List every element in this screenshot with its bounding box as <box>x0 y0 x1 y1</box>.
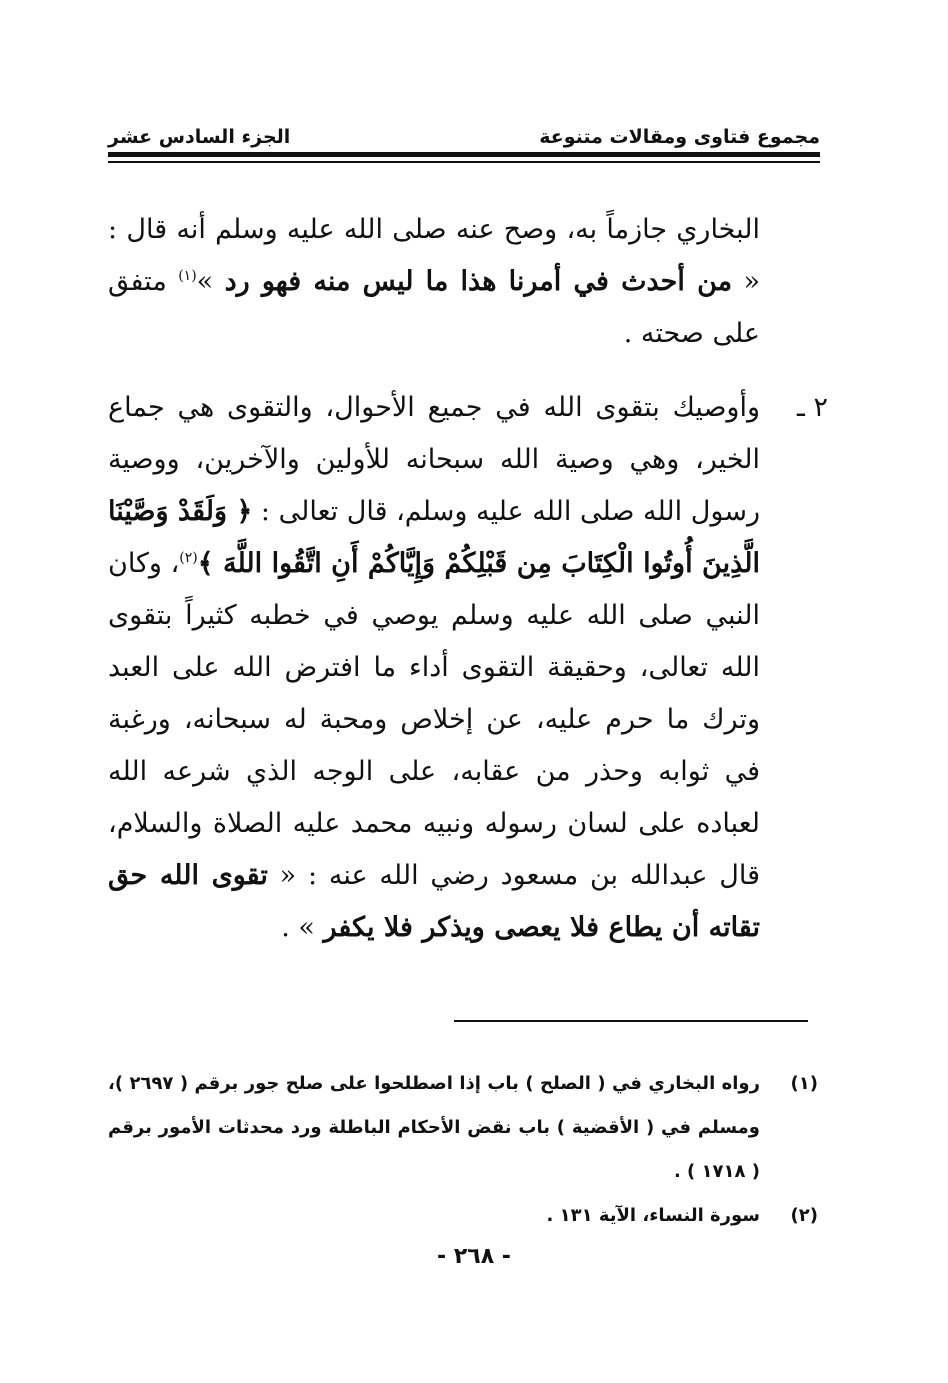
ibn-masud-quote: تقوى الله حق تقاته أن يطاع فلا يعصى ويذكر فلا يكفر <box>108 860 760 943</box>
paragraph-1 <box>108 204 760 360</box>
footnote-marker: (٢) <box>790 1205 818 1226</box>
footnote-separator <box>454 1020 808 1022</box>
footnote-ref-1: (١) <box>178 268 197 284</box>
footnote-ref-2: (٢) <box>179 550 198 566</box>
hadith-close: » <box>196 266 225 297</box>
running-header <box>108 112 820 148</box>
volume-label: الجزء السادس عشر <box>108 126 291 148</box>
footnote-text: رواه البخاري في ( الصلح ) باب إذا اصطلحوا على صلح جور برقم ( ٢٦٩٧ )، ومسلم في ( الأقضية ) باب نقض الأحكام الباطلة ورد محدثات الأمور برقم ( ١٧١٨ ) . <box>108 1073 760 1182</box>
header-rule-thin <box>108 161 820 163</box>
footnote-marker: (١) <box>790 1073 818 1094</box>
footnotes <box>108 1062 818 1238</box>
header-rule-thick <box>108 152 820 157</box>
main-text <box>108 204 828 954</box>
item-number: ٢ ـ <box>796 392 828 423</box>
quote-close: » . <box>281 912 324 943</box>
hadith-text: من أحدث في أمرنا هذا ما ليس منه فهو رد <box>224 266 733 297</box>
item-2-text-before-verse: وأوصيك بتقوى الله في جميع الأحوال، والتقوى هي جماع الخير، وهي وصية الله سبحانه للأولين والآخرين، ووصية رسول الله صلى الله عليه وسلم، قال تعالى : <box>108 392 760 527</box>
footnote-2 <box>108 1194 818 1238</box>
numbered-item-2 <box>108 382 828 954</box>
footnote-1 <box>108 1062 818 1194</box>
page-number: - ٢٦٨ - <box>437 1244 511 1269</box>
item-2-text-after-verse: ، وكان النبي صلى الله عليه وسلم يوصي في خطبه كثيراً بتقوى الله تعالى، وحقيقة التقوى أداء ما افترض الله على العبد وترك ما حرم عليه، عن إخلاص ومحبة له سبحانه، ورغبة في ثوابه وحذر من عقابه، على الوجه الذي شرعه الله لعباده على لسان رسوله ونبيه محمد عليه الصلاة والسلام، قال عبدالله بن مسعود رضي الله عنه : « <box>108 548 761 891</box>
footnote-text: سورة النساء، الآية ١٣١ . <box>546 1205 760 1226</box>
paragraph-1-intro: البخاري جازماً به، وصح عنه صلى الله عليه وسلم أنه قال : « <box>108 214 761 297</box>
quran-verse: ﴿ وَلَقَدْ وَصَّيْنَا الَّذِينَ أُوتُوا الْكِتَابَ مِن قَبْلِكُمْ وَإِيَّاكُمْ أَنِ اتَّقُوا اللَّهَ ﴾ <box>108 496 760 579</box>
paragraph-1-tail: متفق على صحته . <box>108 266 760 349</box>
book-title: مجموع فتاوى ومقالات متنوعة <box>539 126 820 148</box>
